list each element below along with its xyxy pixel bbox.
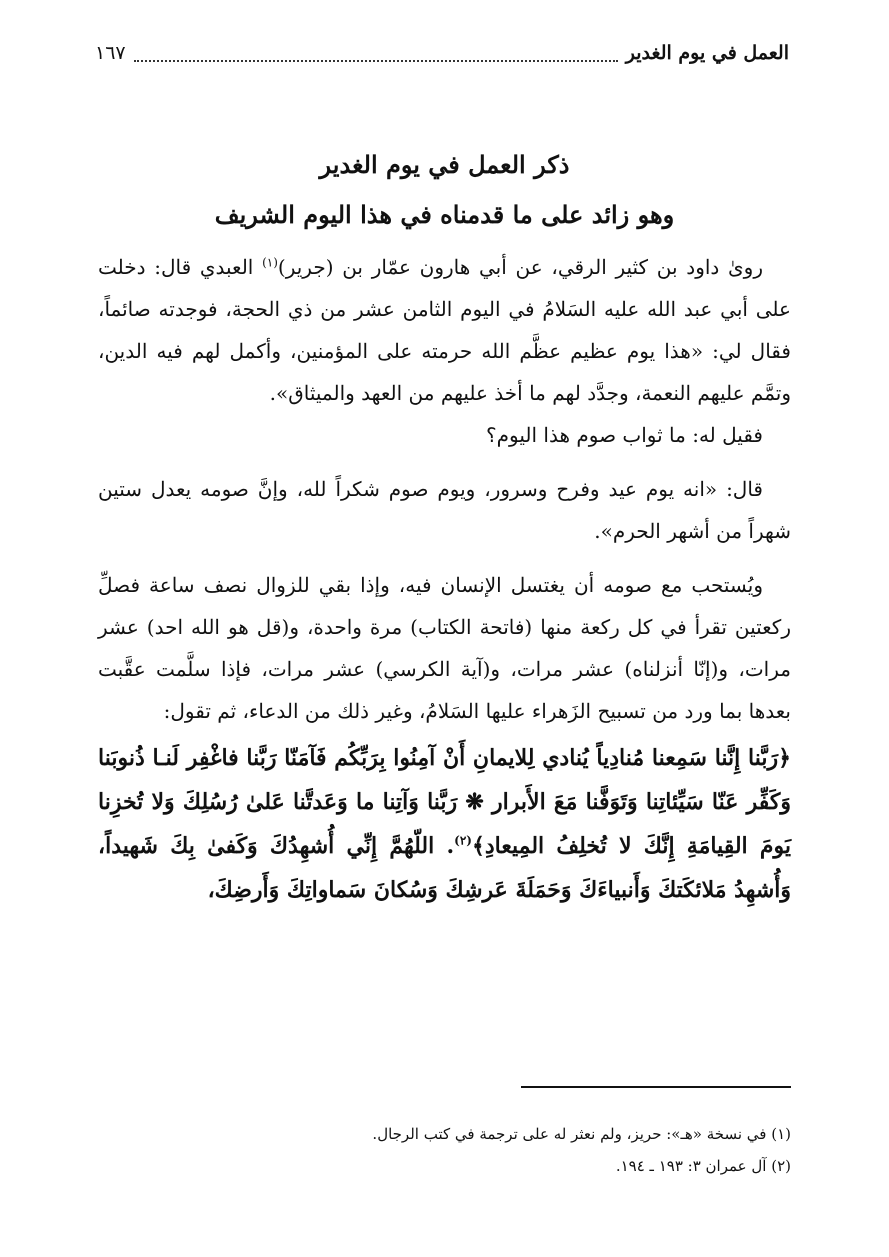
footnote-2: (٢) آل عمران ٣: ١٩٣ ـ ١٩٤. [615,1157,791,1175]
footnote-ref-1: (١) [262,255,278,270]
paragraph-answer: قال: «انه يوم عيد وفرح وسرور، ويوم صوم شكراً لله، وإنَّ صومه يعدل ستين شهراً من أشهر الحرم». [98,477,791,543]
running-header [95,36,789,70]
paragraph-narration [98,246,791,414]
leader-dots [134,44,618,62]
quran-verse: ﴿رَبَّنا إِنَّنا سَمِعنا مُنادِياً يُنادي لِلايمانِ أَنْ آمِنُوا بِرَبِّكُم فَآمَنّا رَبَّنا فاغْفِر لَنـا ذُنوبَنا وَكَفِّر عَنّا سَيِّئاتِنا وَتَوَفَّنا مَعَ الأَبرار ❋ رَبَّنا وَآتِنا ما وَعَدتَّنا عَلىٰ رُسُلِكَ وَلا تُخزِنا يَومَ القِيامَةِ إِنَّكَ لا تُخلِفُ المِيعادِ﴾ [98,745,792,859]
footnotes [98,1118,791,1182]
section-subtitle: وهو زائد على ما قدمناه في هذا اليوم الشريف [214,200,675,229]
narration-text-end: العبدي قال: دخلت على أبي عبد الله عليه السَلامُ في اليوم الثامن عشر من ذي الحجة، فوجدته صائماً، فقال لي: «هذا يوم عظيم عظَّم الله حرمته على المؤمنين، وأكمل لهم فيه الدين، وتمَّم عليهم النعمة، وجدَّد لهم ما أخذ عليهم من العهد والميثاق». [98,255,791,405]
running-title: العمل في يوم الغدير [625,42,789,64]
paragraph-question: فقيل له: ما ثواب صوم هذا اليوم؟ [486,423,763,447]
supplication-text: . اللّهُمَّ إِنِّي أُشهِدُكَ وَكَفىٰ بِكَ شَهيداً، وَأُشهِدُ مَلائكَتكَ وَأَنبياءَكَ وَحَمَلَةَ عَرشِكَ وَسُكانَ سَماواتِكَ وَأَرضِكَ، [98,833,791,903]
footnote-ref-2: (٢) [454,833,472,848]
section-title: ذكر العمل في يوم الغدير [319,150,570,179]
page-number: ١٦٧ [95,42,126,64]
narration-text-start: روىٰ داود بن كثير الرقي، عن أبي هارون عمّار بن (جرير) [277,255,763,279]
footnote-divider [521,1086,791,1088]
footnote-1: (١) في نسخة «هـ»: حريز، ولم نعثر له على ترجمة في كتب الرجال. [372,1125,791,1143]
paragraph-instructions: ويُستحب مع صومه أن يغتسل الإنسان فيه، وإذا بقي للزوال نصف ساعة فصلِّ ركعتين تقرأ في كل ركعة منها (فاتحة الكتاب) مرة واحدة، و(قل هو الله احد) عشر مرات، و(إنّا أنزلناه) عشر مرات، و(آية الكرسي) عشر مرات، فإذا سلَّمت عقَّبت بعدها بما ورد من تسبيح الزَهراء عليها السَلامُ، وغير ذلك من الدعاء، ثم تقول: [98,573,791,723]
quran-supplication [98,736,791,912]
body-text [98,246,791,912]
